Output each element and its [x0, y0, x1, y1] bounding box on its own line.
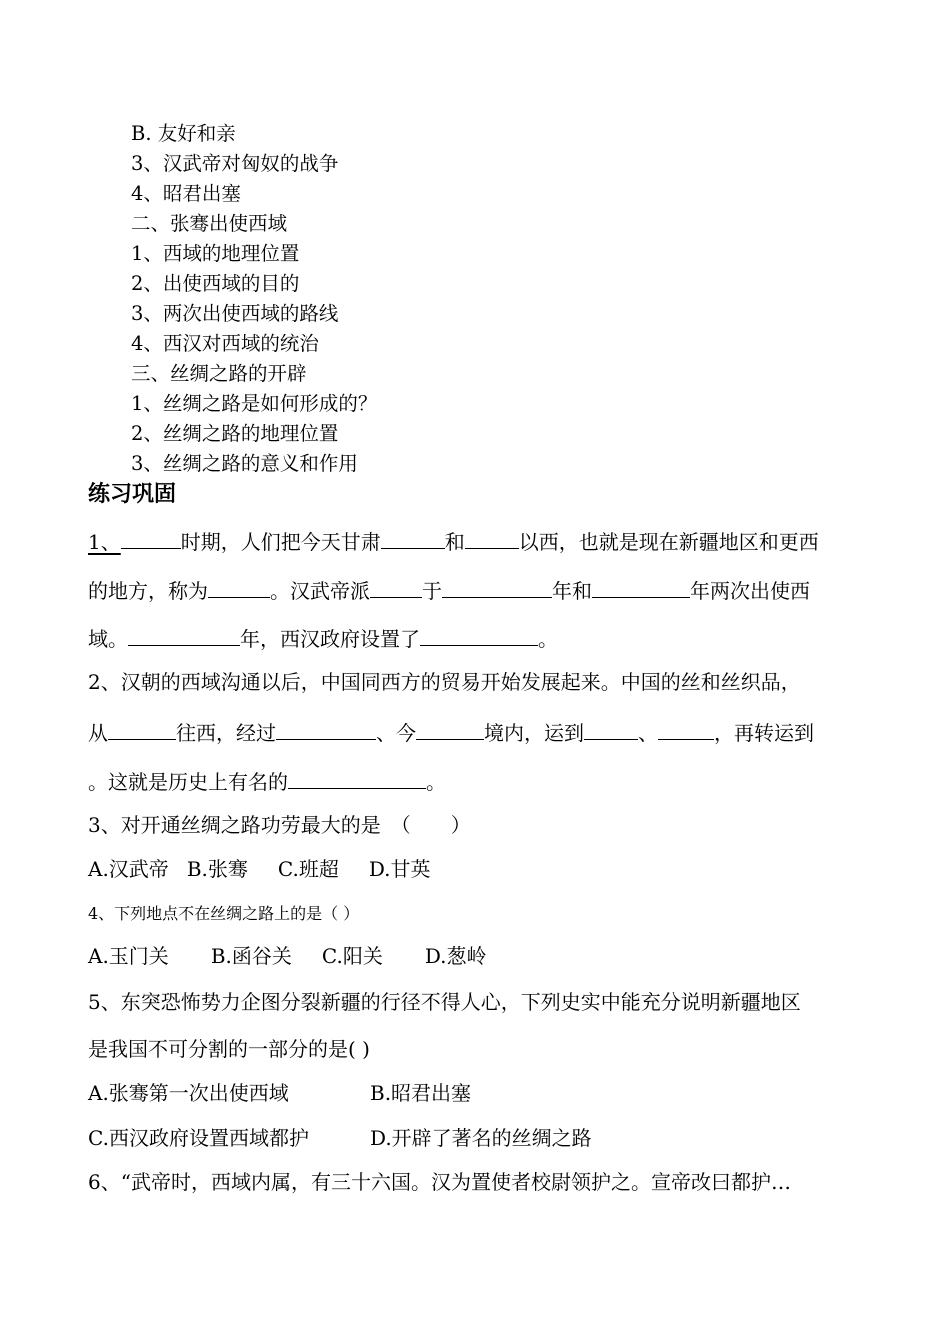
outline-item: 3、两次出使西域的路线 — [131, 302, 339, 325]
answer-blank[interactable] — [288, 766, 426, 789]
outline-item: 2、丝绸之路的地理位置 — [131, 422, 339, 445]
option-c[interactable]: C.班超 — [277, 857, 339, 881]
option-a[interactable]: A.汉武帝 — [88, 857, 169, 881]
outline-item: 4、西汉对西域的统治 — [131, 332, 319, 355]
option-c[interactable]: C.阳关 — [321, 944, 383, 968]
answer-blank[interactable] — [658, 717, 714, 740]
question-text: 年和 — [552, 579, 592, 603]
question-text: 。这就是历史上有名的 — [88, 770, 288, 794]
question-text: 年，西汉政府设置了 — [240, 627, 420, 651]
answer-blank[interactable] — [128, 623, 240, 646]
option-b[interactable]: B.张骞 — [186, 857, 248, 881]
question-text: 和 — [444, 530, 465, 554]
answer-blank[interactable] — [584, 717, 638, 740]
answer-blank[interactable] — [592, 575, 690, 598]
question-text: 从 — [88, 721, 108, 745]
outline-section: 二、张骞出使西域 — [131, 212, 288, 235]
question-text: 往西，经过 — [176, 721, 276, 745]
outline-item: 3、丝绸之路的意义和作用 — [131, 452, 358, 475]
answer-blank[interactable] — [208, 575, 270, 598]
outline-item: 2、出使西域的目的 — [131, 272, 300, 295]
question-2-line-2 — [88, 717, 814, 747]
question-text: 年两次出使西 — [690, 579, 810, 603]
question-5-line-1: 5、东突恐怖势力企图分裂新疆的行径不得人心，下列史实中能充分说明新疆地区 — [88, 990, 801, 1014]
option-d[interactable]: D.葱岭 — [424, 944, 487, 968]
question-text: 境内，运到 — [484, 721, 584, 745]
question-1-line-2 — [88, 575, 810, 605]
section-heading: 练习巩固 — [88, 482, 177, 507]
answer-blank[interactable] — [465, 526, 519, 549]
question-2-line-1: 2、汉朝的西域沟通以后，中国同西方的贸易开始发展起来。中国的丝和丝织品， — [88, 670, 801, 694]
question-6-line-1: 6、“武帝时，西域内属，有三十六国。汉为置使者校尉领护之。宣帝改曰都护… — [88, 1170, 791, 1194]
question-text: 。汉武帝派 — [270, 579, 370, 603]
question-5-options-row-2 — [88, 1124, 592, 1152]
option-b[interactable]: B.函谷关 — [210, 944, 292, 968]
question-text: ，再转运到 — [714, 721, 814, 745]
question-1-line-3 — [88, 623, 558, 653]
answer-blank[interactable] — [370, 575, 422, 598]
answer-blank[interactable] — [276, 717, 376, 740]
question-5-options-row-1 — [88, 1079, 471, 1107]
outline-item: 1、丝绸之路是如何形成的？ — [131, 392, 378, 415]
answer-blank[interactable] — [442, 575, 552, 598]
question-text: 。 — [426, 770, 446, 794]
question-3-stem: 3、对开通丝绸之路功劳最大的是 （ ） — [88, 813, 471, 837]
question-text: 、今 — [376, 721, 416, 745]
option-a[interactable]: A.玉门关 — [88, 944, 169, 968]
question-text: 域。 — [88, 627, 128, 651]
question-3-options — [88, 855, 431, 883]
question-text: 。 — [538, 627, 558, 651]
option-c[interactable]: C.西汉政府设置西域都护 — [88, 1126, 309, 1150]
question-5-line-2: 是我国不可分割的一部分的是( ) — [88, 1037, 370, 1061]
option-a[interactable]: A.张骞第一次出使西域 — [88, 1081, 289, 1105]
option-d[interactable]: D.开辟了著名的丝绸之路 — [370, 1126, 592, 1150]
question-text: 的地方，称为 — [88, 579, 208, 603]
question-4-stem: 4、下列地点不在丝绸之路上的是（ ） — [88, 904, 360, 923]
question-1-line-1 — [88, 526, 819, 556]
question-text: 、 — [638, 721, 658, 745]
outline-item: 3、汉武帝对匈奴的战争 — [131, 152, 339, 175]
answer-blank[interactable] — [416, 717, 484, 740]
question-4-options — [88, 942, 487, 970]
question-number: 1、 — [88, 530, 121, 554]
option-b[interactable]: B.昭君出塞 — [370, 1081, 472, 1105]
answer-blank[interactable] — [121, 526, 181, 549]
question-2-line-3 — [88, 766, 446, 796]
option-d[interactable]: D.甘英 — [368, 857, 431, 881]
outline-item: 1、西域的地理位置 — [131, 242, 300, 265]
answer-blank[interactable] — [108, 717, 176, 740]
answer-blank[interactable] — [381, 526, 445, 549]
outline-item: 4、昭君出塞 — [131, 182, 241, 205]
question-text: 以西，也就是现在新疆地区和更西 — [518, 530, 819, 554]
question-text: 于 — [422, 579, 442, 603]
question-text: 时期，人们把今天甘肃 — [180, 530, 381, 554]
outline-item: B. 友好和亲 — [131, 122, 236, 145]
outline-section: 三、丝绸之路的开辟 — [131, 362, 307, 385]
answer-blank[interactable] — [420, 623, 538, 646]
